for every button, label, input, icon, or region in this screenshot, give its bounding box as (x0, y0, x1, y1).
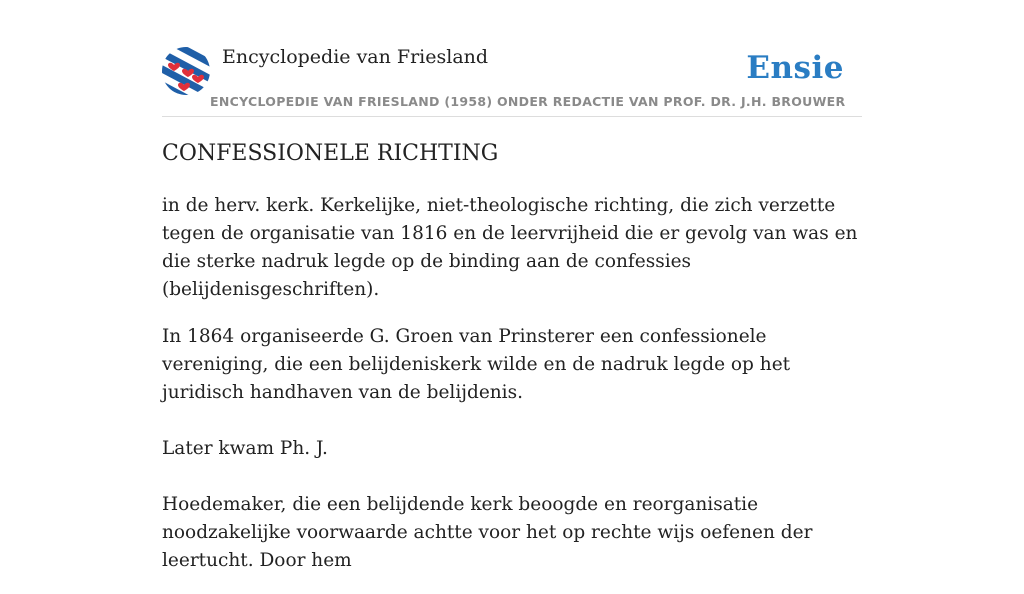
frisian-flag-logo-icon[interactable] (162, 47, 210, 95)
brand-logo[interactable]: Ensie (746, 50, 844, 86)
article-paragraph: in de herv. kerk. Kerkelijke, niet-theologische richting, die zich verzette tegen de organisatie van 1816 en de leervrijheid die er gevolg van was en die sterke nadruk legde op de binding aan de confessies (belijdenisgeschriften). (162, 195, 858, 300)
article-paragraph: In 1864 organiseerde G. Groen van Prinsterer een confessionele vereniging, die een belijdeniskerk wilde en de nadruk legde op het juridisch handhaven van de belijdenis. (162, 326, 791, 403)
article-paragraph: Hoedemaker, die een belijdende kerk beoogde en reorganisatie noodzakelijke voorwaarde achtte voor het op rechte wijs oefenen der leertucht. Door hem (162, 494, 813, 571)
encyclopedia-subtitle: ENCYCLOPEDIE VAN FRIESLAND (1958) ONDER REDACTIE VAN PROF. DR. J.H. BROUWER (210, 94, 846, 109)
site-header (162, 44, 862, 117)
article-title: CONFESSIONELE RICHTING (162, 141, 499, 166)
article-paragraph: Later kwam Ph. J. (162, 438, 328, 459)
site-title[interactable]: Encyclopedie van Friesland (222, 46, 489, 68)
article-body (162, 192, 867, 594)
